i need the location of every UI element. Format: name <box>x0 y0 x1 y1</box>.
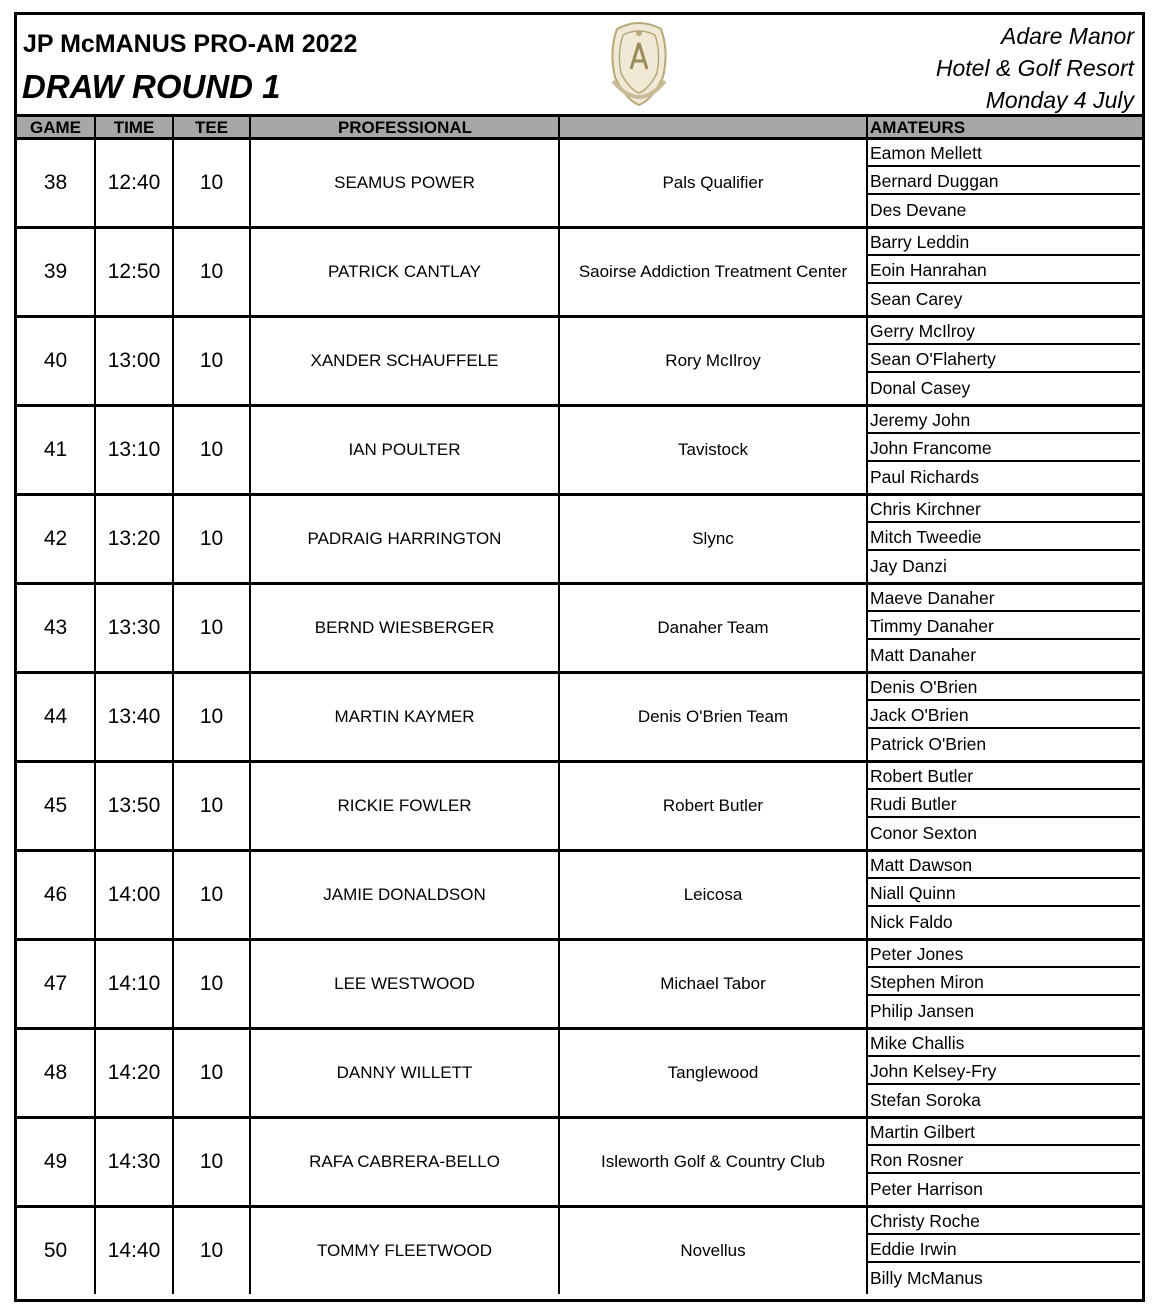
professional-name: IAN POULTER <box>348 440 461 459</box>
professional-name: LEE WESTWOOD <box>334 974 475 993</box>
amateur-name: Bernard Duggan <box>867 168 1140 195</box>
amateur-name: Donal Casey <box>870 378 971 398</box>
draw-sheet <box>14 12 1145 1302</box>
game-number: 50 <box>43 1239 68 1262</box>
venue-block <box>936 20 1134 116</box>
col-time: TIME <box>113 118 155 137</box>
amateur-list <box>867 1030 1142 1116</box>
table-row <box>17 941 1142 1030</box>
table-row <box>17 1119 1142 1208</box>
amateur-name: Peter Jones <box>867 941 1140 968</box>
professional-name: PADRAIG HARRINGTON <box>307 529 502 548</box>
team-name: Slync <box>692 529 734 548</box>
amateur-name: Christy Roche <box>867 1208 1140 1235</box>
professional-name: PATRICK CANTLAY <box>327 262 482 281</box>
amateur-name: Matt Dawson <box>867 852 1140 879</box>
col-divider <box>866 117 868 137</box>
team-name: Tavistock <box>678 440 748 459</box>
tee-number: 10 <box>199 260 224 283</box>
amateur-name: Jay Danzi <box>870 556 947 576</box>
col-professional: PROFESSIONAL <box>337 118 473 137</box>
professional-name: MARTIN KAYMER <box>334 707 475 726</box>
tee-number: 10 <box>199 883 224 906</box>
table-row <box>17 852 1142 941</box>
tee-number: 10 <box>199 1150 224 1173</box>
tee-time: 12:50 <box>107 260 161 283</box>
tee-time: 14:10 <box>107 972 161 995</box>
professional-name: TOMMY FLEETWOOD <box>316 1241 493 1260</box>
amateur-list <box>867 140 1142 226</box>
tee-number: 10 <box>199 349 224 372</box>
tee-number: 10 <box>199 1061 224 1084</box>
venue-subtitle: Hotel & Golf Resort <box>935 55 1134 81</box>
tee-time: 13:00 <box>107 349 161 372</box>
amateur-name: Mitch Tweedie <box>867 524 1140 551</box>
team-name: Robert Butler <box>662 796 764 815</box>
tee-time: 13:40 <box>107 705 161 728</box>
tee-number: 10 <box>199 616 224 639</box>
tee-number: 10 <box>199 171 224 194</box>
amateur-name: Eoin Hanrahan <box>867 257 1140 284</box>
document-header <box>17 15 1142 114</box>
draw-table <box>17 140 1142 1297</box>
amateur-name: Ron Rosner <box>867 1147 1140 1174</box>
tee-time: 14:00 <box>107 883 161 906</box>
table-row <box>17 496 1142 585</box>
tee-time: 14:30 <box>107 1150 161 1173</box>
col-amateurs: AMATEURS <box>870 118 966 137</box>
column-header <box>17 114 1142 140</box>
amateur-list <box>867 585 1142 671</box>
amateur-name: Denis O'Brien <box>867 674 1140 701</box>
tee-time: 13:10 <box>107 438 161 461</box>
amateur-name: Billy McManus <box>870 1268 983 1288</box>
tee-time: 12:40 <box>107 171 161 194</box>
tee-time: 13:30 <box>107 616 161 639</box>
team-name: Novellus <box>680 1241 746 1260</box>
amateur-list <box>867 941 1142 1027</box>
table-row <box>17 318 1142 407</box>
professional-name: SEAMUS POWER <box>334 173 475 192</box>
team-name: Pals Qualifier <box>662 173 764 192</box>
tee-number: 10 <box>199 438 224 461</box>
team-name: Tanglewood <box>667 1063 759 1082</box>
tee-number: 10 <box>199 972 224 995</box>
amateur-name: Philip Jansen <box>870 1001 975 1021</box>
table-row <box>17 585 1142 674</box>
game-number: 42 <box>43 527 68 550</box>
team-name: Rory McIlroy <box>665 351 761 370</box>
amateur-name: Niall Quinn <box>867 880 1140 907</box>
tee-time: 13:50 <box>107 794 161 817</box>
game-number: 38 <box>43 171 68 194</box>
tee-time: 14:40 <box>107 1239 161 1262</box>
tee-time: 13:20 <box>107 527 161 550</box>
team-name: Saoirse Addiction Treatment Center <box>578 262 848 281</box>
professional-name: RAFA CABRERA-BELLO <box>309 1152 500 1171</box>
professional-name: RICKIE FOWLER <box>337 796 472 815</box>
amateur-list <box>867 763 1142 849</box>
amateur-name: Jack O'Brien <box>867 702 1140 729</box>
game-number: 39 <box>43 260 68 283</box>
table-row <box>17 1208 1142 1297</box>
game-number: 49 <box>43 1150 68 1173</box>
table-row <box>17 407 1142 496</box>
professional-name: JAMIE DONALDSON <box>323 885 486 904</box>
tee-number: 10 <box>199 527 224 550</box>
amateur-name: Martin Gilbert <box>867 1119 1140 1146</box>
table-row <box>17 229 1142 318</box>
amateur-list <box>867 674 1142 760</box>
event-date: Monday 4 July <box>985 87 1134 113</box>
amateur-name: Matt Danaher <box>870 645 977 665</box>
amateur-list <box>867 1119 1142 1205</box>
amateur-name: Maeve Danaher <box>867 585 1140 612</box>
team-name: Leicosa <box>683 885 743 904</box>
amateur-name: Barry Leddin <box>867 229 1140 256</box>
game-number: 48 <box>43 1061 68 1084</box>
amateur-list <box>867 1208 1142 1294</box>
amateur-name: Gerry McIlroy <box>867 318 1140 345</box>
amateur-name: Paul Richards <box>870 467 979 487</box>
amateur-list <box>867 852 1142 938</box>
amateur-name: Mike Challis <box>867 1030 1140 1057</box>
col-team <box>560 117 866 137</box>
game-number: 46 <box>43 883 68 906</box>
game-number: 47 <box>43 972 68 995</box>
table-row <box>17 1030 1142 1119</box>
game-number: 45 <box>43 794 68 817</box>
amateur-name: Eamon Mellett <box>867 140 1140 167</box>
col-tee: TEE <box>194 118 229 137</box>
amateur-name: Robert Butler <box>867 763 1140 790</box>
tee-number: 10 <box>199 1239 224 1262</box>
amateur-name: Stephen Miron <box>867 969 1140 996</box>
game-number: 44 <box>43 705 68 728</box>
team-name: Danaher Team <box>657 618 769 637</box>
amateur-list <box>867 407 1142 493</box>
amateur-list <box>867 229 1142 315</box>
game-number: 41 <box>43 438 68 461</box>
tee-number: 10 <box>199 705 224 728</box>
professional-name: BERND WIESBERGER <box>314 618 495 637</box>
game-number: 40 <box>43 349 68 372</box>
amateur-name: Sean Carey <box>870 289 963 309</box>
golf-club-crest-icon <box>603 21 675 111</box>
amateur-name: Nick Faldo <box>870 912 953 932</box>
amateur-name: John Kelsey-Fry <box>867 1058 1140 1085</box>
amateur-name: Eddie Irwin <box>867 1236 1140 1263</box>
amateur-list <box>867 318 1142 404</box>
professional-name: DANNY WILLETT <box>336 1063 473 1082</box>
event-title: JP McMANUS PRO-AM 2022 <box>23 30 358 58</box>
team-name: Denis O'Brien Team <box>637 707 789 726</box>
tee-time: 14:20 <box>107 1061 161 1084</box>
amateur-name: Chris Kirchner <box>867 496 1140 523</box>
amateur-list <box>867 496 1142 582</box>
table-row <box>17 674 1142 763</box>
amateur-name: Rudi Butler <box>867 791 1140 818</box>
amateur-name: Timmy Danaher <box>867 613 1140 640</box>
table-row <box>17 763 1142 852</box>
amateur-name: Stefan Soroka <box>870 1090 981 1110</box>
venue-name: Adare Manor <box>1001 23 1134 49</box>
tee-number: 10 <box>199 794 224 817</box>
round-title: DRAW ROUND 1 <box>22 68 281 105</box>
professional-name: XANDER SCHAUFFELE <box>310 351 499 370</box>
amateur-name: John Francome <box>867 435 1140 462</box>
col-game: GAME <box>30 118 81 137</box>
amateur-name: Peter Harrison <box>870 1179 983 1199</box>
amateur-name: Sean O'Flaherty <box>867 346 1140 373</box>
amateur-name: Jeremy John <box>867 407 1140 434</box>
amateur-name: Des Devane <box>870 200 967 220</box>
team-name: Michael Tabor <box>660 974 766 993</box>
amateur-name: Conor Sexton <box>870 823 978 843</box>
game-number: 43 <box>43 616 68 639</box>
team-name: Isleworth Golf & Country Club <box>601 1152 825 1171</box>
table-row <box>17 140 1142 229</box>
amateur-name: Patrick O'Brien <box>870 734 987 754</box>
